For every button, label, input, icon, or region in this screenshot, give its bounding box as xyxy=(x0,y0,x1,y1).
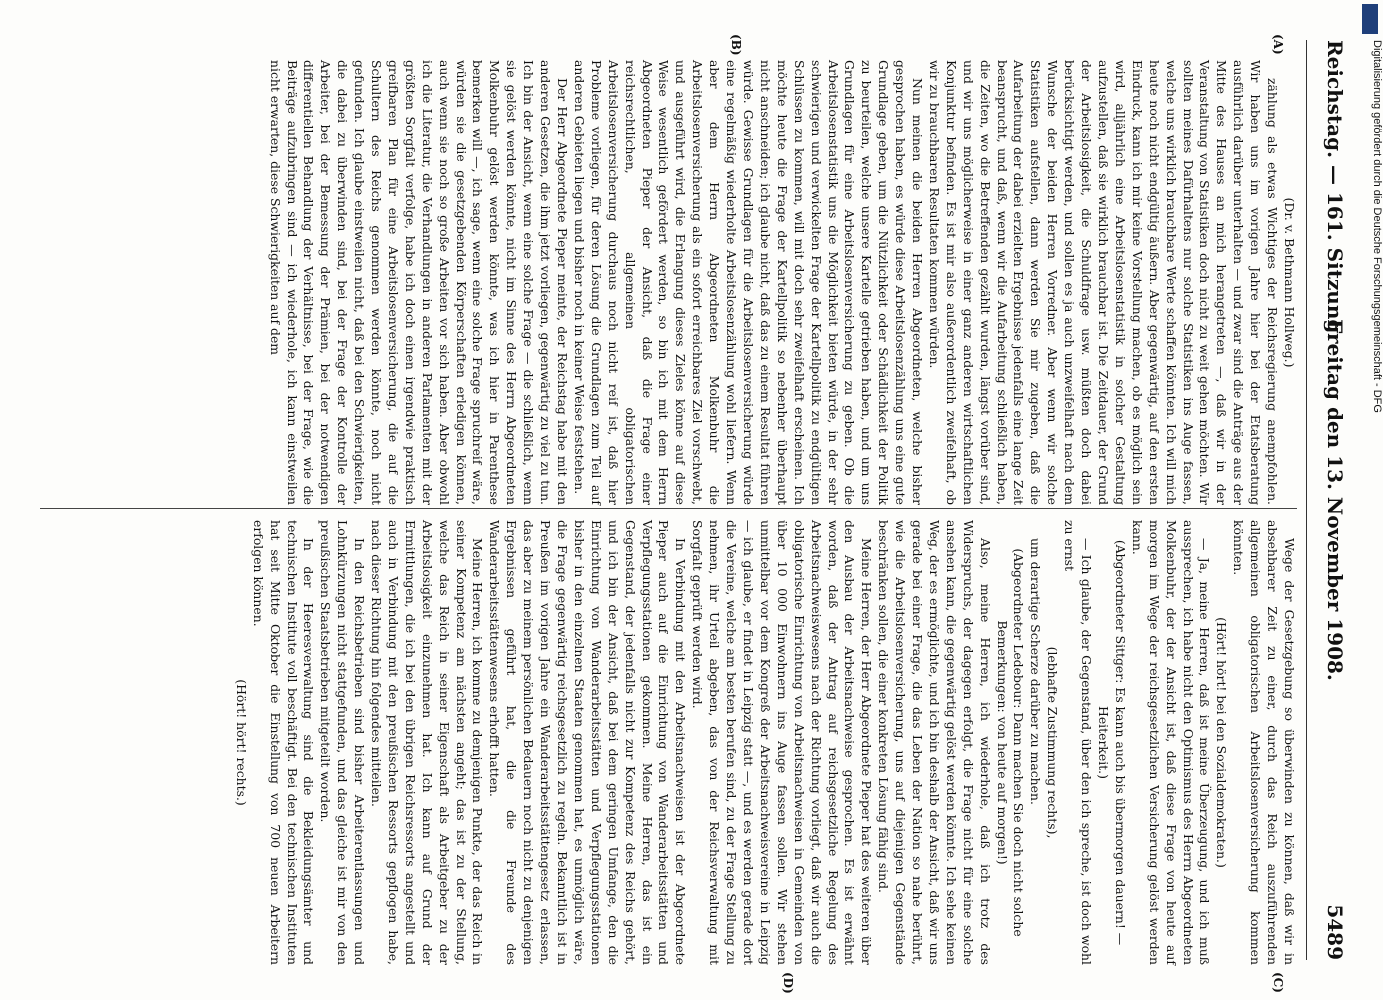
paragraph: Also, meine Herren, ich wiederhole, daß ich trotz des Widerspruchs, der dagegen erfolgt, die Frage nicht für eine solche ansehen kann, die gegenwärtig gelöst werden könnte. Ich sehe keinen Weg, der es ermöglichte, und ich bin deshalb der Ansicht, daß wir uns gerade bei einer Frage, die das Leben der Nation so nahe berührt, wie die Arbeitslosenversicherung, uns auf diejenigen Gegenstände beschränken sollen, die einer konkreten Lösung fähig sind. xyxy=(876,520,993,965)
margin-mark-d: (D) xyxy=(781,972,795,994)
paragraph: In den Reichsbetrieben sind bisher Arbeiterentlassungen und Lohnkürzungen nicht stattgefunden, und das gleiche ist mir von den preußischen Staatsbetrieben mitgeteilt worden. xyxy=(318,520,368,965)
paragraph: — Ich glaube, der Gegenstand, über den ich spreche, ist doch wohl zu ernst xyxy=(1062,520,1095,965)
interjection: (lebhafte Zustimmung rechts), xyxy=(1045,646,1061,839)
interjection: (Abgeordneter Sittger: Es kann auch bis übermorgen dauern! — Heiterkeit.) xyxy=(1096,539,1128,946)
interjection: (Hört! hört! rechts.) xyxy=(233,679,249,806)
margin-mark-b: (B) xyxy=(729,34,743,56)
left-column xyxy=(28,60,1297,505)
paragraph: Meine Herren, ich komme zu demjenigen Punkte, der das Reich in seiner Kompetenz am nächsten angeht; das ist zu der Stellung, welche das Reich in seiner Eigenschaft als Arbeitgeber zu der Arbeitslosigkeit einzunehmen hat. Ich kann auf Grund der Ermittlungen, die ich bei den übrigen Reichsressorts angestellt und auch in Verbindung mit den preußischen Ressorts gepflogen habe, nach dieser Richtung hin folgendes mitteilen. xyxy=(369,520,486,965)
paragraph: um derartige Scherze darüber zu machen. xyxy=(1028,538,1044,805)
paragraph: Meine Herren, der Herr Abgeordnete Pieper hat des weiteren über den Ausbau der Arbeitsnachweise gesprochen. Es ist erwähnt worden, daß der Antrag auf reichsgesetzliche Regelung des Arbeitsnachweiswesens nach der Richtung vorliegt, daß wir auch die obligatorische Einrichtung von Arbeitsnachweisen in Gemeinden von über 10 000 Einwohnern ins Auge fassen sollen. Wir stehen unmittelbar vor dem Kongreß der Arbeitsnachweisvereine in Leipzig — ich glaube, er findet in Leipzig statt —, und es werden gerade dort die Vereine, welche am besten berufen sind, zu der Frage Stellung zu nehmen, ihr Urteil abgeben, das von der Reichsverwaltung mit Sorgfalt geprüft werden wird. xyxy=(690,520,875,965)
paragraph: Nun meinen die beiden Herren Abgeordneten, welche bisher gesprochen haben, es würde diese Arbeitslosenzählung uns eine gute Grundlage geben, um die Nützlichkeit oder Schädlichkeit der Politik zu beurteilen, welche unsere Kartelle getrieben haben, und um uns Grundlagen für eine Arbeitslosenversicherung zu geben. Ob die Arbeitslosenstatistik uns die Möglichkeit bieten würde, in der sehr schwierigen und verwickelten Frage der Kartellpolitik zu endgültigen Schlüssen zu kommen, will mit doch sehr zweifelhaft erscheinen. Ich möchte heute die Frage der Kartellpolitik so nebenher überhaupt nicht anschneiden; ich glaube nicht, daß das zu einem Resultat führen würde. Gewisse Grundlagen für die Arbeitslosenversicherung würde eine regelmäßig wiederholte Arbeitslosenzählung wohl liefern. Wenn aber dem Herrn Abgeordneten Molkenbuhr die Arbeitslosenversicherung als ein sofort erreichbares Ziel vorschwebt, und ausgeführt wird, die Erlangung dieses Zieles könne auf diese Weise wesentlich gefördert werden, so bin ich mit dem Herrn Abgeordneten Pieper der Ansicht, daß die Frage einer reichsrechtlichen, allgemeinen obligatorischen Arbeitslosenversicherung durchaus noch nicht reif ist, daß hier Probleme vorliegen, für deren Lösung die Grundlagen zum Teil auf anderen Gebieten liegen und bisher noch in keiner Weise feststehen. xyxy=(571,60,926,505)
paragraph: In Verbindung mit den Arbeitsnachweisen ist der Abgeordnete Pieper auch auf die Einrichtung von Wanderarbeitsstätten und Verpflegungsstationen gekommen. Meine Herren, das ist ein Gegenstand, der jedenfalls nicht zur Kompetenz des Reichs gehört, und ich bin der Ansicht, daß bei dem geringen Umfange, den die Einrichtung von Wanderarbeitsstätten und Verpflegungsstationen bisher in den einzelnen Staaten genommen hat, es unmöglich wäre, die Frage gegenwärtig reichsgesetzlich zu regeln. Bekanntlich ist in Preußen im vorigen Jahre ein Wanderarbeitsstättengesetz erlassen, das aber zu meinem persönlichen Bedauern noch nicht zu denjenigen Ergebnissen geführt hat, die die Freunde des Wanderarbeitsstättenwesens erhofft hatten. xyxy=(487,520,689,965)
margin-mark-c: (C) xyxy=(1271,972,1285,993)
page-number: 5489 xyxy=(1323,904,1347,960)
interjection: (Hört! hört! bei den Sozialdemokraten.) xyxy=(1214,617,1230,868)
header-rule xyxy=(1306,40,1307,960)
header-left: Reichstag. — 161. Sitzung. xyxy=(1323,40,1347,341)
right-column xyxy=(28,520,1297,965)
speaker-line: (Dr. v. Bethmann Hollweg.) xyxy=(1282,197,1297,368)
paragraph: In der Heeresverwaltung sind die Bekleidungsämter und technischen Institute voll beschäftigt. Bei den technischen Instituten hat seit Mitte Oktober die Einstellung von 700 neuen Arbeitern erfolgen können. xyxy=(250,520,317,965)
credit-text: Digitalisierung gefördert durch die Deutsche Forschungsgemeinschaft - DFG xyxy=(1371,40,1383,413)
paragraph: zählung als etwas Wichtiges der Reichsregierung anempfohlen. Wir haben uns im vorigen Jahre hier bei der Etatsberatung ausführlich darüber unterhalten — und zwar sind die Anträge aus der Mitte des Hauses an mich herangetreten —, daß wir in der Veranstaltung von Statistiken doch nicht zu weit gehen möchten. Wir sollten meines Dafürhaltens nur solche Statistiken ins Auge fassen, welche uns wirklich brauchbare Werte schaffen könnten. Ich will mich heute noch nicht endgültig äußern. Aber gegenwärtig, auf den ersten Eindruck, kann ich mir keine Vorstellung machen, ob es möglich sein wird, alljährlich eine Arbeitslosenstatistik in solcher Gestaltung aufzustellen, daß sie wirklich brauchbar ist. Die Zeitdauer, der Grund der Arbeitslosigkeit, die Schuldfrage usw. müßten doch dabei berücksichtigt werden, und sollen es ja auch unzweifelhaft nach dem Wunsche der beiden Herren Vorredner. Aber wenn wir solche Statistiken aufstellen, dann werden Sie mir zugeben, daß die Aufarbeitung der dabei erzielten Ergebnisse jedenfalls eine lange Zeit beansprucht, und daß, wenn wir die Aufarbeitung schließlich haben, die Zeiten, wo die Betreffenden gezählt wurden, längst vorüber sind, und wir uns möglicherweise in einer ganz anderen wirtschaftlichen Konjunktur befinden. Es ist mir also außerordentlich zweifelhaft, ob wir zu brauchbaren Resultaten kommen würden. xyxy=(926,60,1281,505)
paragraph: Der Herr Abgeordnete Pieper meinte, der Reichstag habe mit den anderen Gesetzen, die ihm jetzt vorliegen, gegenwärtig zu viel zu tun. Ich bin der Ansicht, wenn eine solche Frage — die schließlich, wenn sie gelöst werden könnte, nicht im Sinne des Herrn Abgeordneten Molkenbuhr gelöst werden könnte, was ich hier in Parenthese bemerken will —, ich sage, wenn eine solche Frage spruchreif wäre, würden sie die gesetzgebenden Körperschaften erledigen können, auch wenn sie noch so große Arbeiten vor sich haben. Aber obwohl ich die Literatur, die Verhandlungen in anderen Parlamenten mit der größten Sorgfalt verfolge, habe ich doch einen irgendwie praktisch greifbaren Plan für eine Arbeitslosenversicherung, die auf die Schultern des Reichs genommen werden könnte, noch nicht gefunden. Ich glaube einstweilen nicht, daß bei den Schwierigkeiten, die dabei zu überwinden sind, bei der Frage der Kontrolle der Arbeiter, bei der Bemessung der Prämien, bei der notwendigen differentiellen Behandlung der Verhältnisse, bei der Frage, wie die Beiträge aufzubringen sind — ich wiederhole, ich kann einstweilen nicht erwarten, diese Schwierigkeiten auf dem xyxy=(267,60,571,505)
dfg-logo-icon xyxy=(1362,4,1378,34)
column-divider xyxy=(40,508,1297,509)
dfg-credit xyxy=(1359,0,1381,1000)
header-date: Freitag den 13. November 1908. xyxy=(1323,319,1347,681)
interjection: (Abgeordneter Ledebour: Dann machen Sie doch nicht solche Bemerkungen: von heute auf morgen!) xyxy=(994,548,1027,937)
page-header xyxy=(1311,40,1355,960)
margin-mark-a: (A) xyxy=(1271,34,1285,55)
paragraph: Wege der Gesetzgebung so überwinden zu können, daß wir in absehbarer Zeit zu einer, durch das Reich auszuführenden allgemeinen obligatorischen Arbeitslosenversicherung kommen könnten. xyxy=(1231,520,1297,965)
paragraph: — Ja, meine Herren, daß ist meine Überzeugung, und ich muß aussprechen, ich habe nicht den Optimismus des Herrn Abgeordneten Molkenbuhr, der der Ansicht ist, daß diese Frage von heute auf morgen im Wege der reichsgesetzlichen Versicherung gelöst werden kann. xyxy=(1129,520,1213,965)
